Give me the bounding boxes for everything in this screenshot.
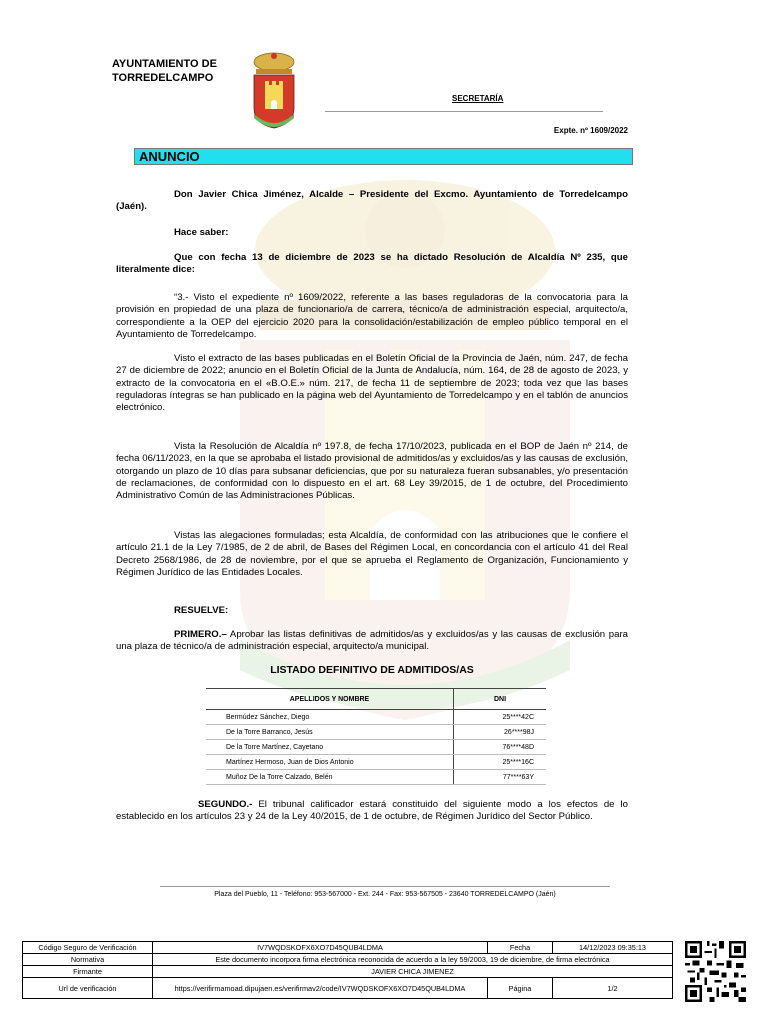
paragraph-text: Vistas las alegaciones formuladas; esta Alcaldía, de conformidad con las atribuciones que le confiere el artículo 21.1 de la Ley 7/1985, de 2 de abril, de Bases del Régimen Local, en concordancia con el artículo 41 del Real Decreto 2568/1986, de 28 de noviembre, por el que se aprueba el Reglamento de Organización, Funcionamiento y Régimen Jurídico de las Entidades Locales. xyxy=(116,530,628,578)
coat-of-arms-logo xyxy=(250,52,298,132)
paragraph-2 xyxy=(116,353,628,414)
table-row xyxy=(206,710,546,725)
normativa-label: Normativa xyxy=(23,954,153,966)
footer-address: Plaza del Pueblo, 11 - Teléfono: 953-567000 - Ext. 244 - Fax: 953-567505 - 23640 TORREDELCAMPO (Jaén) xyxy=(214,891,556,898)
org-line-2: TORREDELCAMPO xyxy=(112,72,214,84)
document-title: ANUNCIO xyxy=(134,148,633,165)
cell-name: Muñoz De la Torre Calzado, Belén xyxy=(206,770,454,785)
firmante-value: JAVIER CHICA JIMENEZ xyxy=(153,966,673,978)
fecha-label: Fecha xyxy=(488,942,553,954)
segundo-paragraph xyxy=(116,799,628,824)
org-line-1: AYUNTAMIENTO DE xyxy=(112,58,217,70)
primero-paragraph xyxy=(116,629,628,654)
listado-title: LISTADO DEFINITIVO DE ADMITIDOS/AS xyxy=(270,664,474,676)
intro-block xyxy=(116,189,628,276)
csv-value: IV7WQDSKOFX6XO7D45QUB4LDMA xyxy=(153,942,488,954)
firmante-label: Firmante xyxy=(23,966,153,978)
cell-name: De la Torre Martínez, Cayetano xyxy=(206,740,454,755)
qr-code-icon xyxy=(685,941,746,1002)
footer-rule xyxy=(160,886,610,887)
cell-dni: 26****98J xyxy=(454,725,547,740)
cell-name: Martínez Hermoso, Juan de Dios Antonio xyxy=(206,755,454,770)
hace-saber: Hace saber: xyxy=(174,226,229,238)
segundo-block xyxy=(116,799,628,824)
url-value[interactable]: https://verifirmamoad.dipujaen.es/verifirmav2/code/IV7WQDSKOFX6XO7D45QUB4LDMA xyxy=(153,978,488,999)
resuelve-label: RESUELVE: xyxy=(174,605,229,616)
csv-label: Código Seguro de Verificación xyxy=(23,942,153,954)
paragraph-4 xyxy=(116,530,628,579)
table-row xyxy=(206,755,546,770)
fecha-value: 14/12/2023 09:35:13 xyxy=(553,942,673,954)
resolution-intro: Que con fecha 13 de diciembre de 2023 se ha dictado Resolución de Alcaldía Nº 235, que literalmente dice: xyxy=(116,251,628,276)
verification-row-normativa xyxy=(23,954,673,966)
table-header-row xyxy=(206,689,546,710)
verification-row-csv xyxy=(23,942,673,954)
table-row xyxy=(206,725,546,740)
cell-name: De la Torre Barranco, Jesús xyxy=(206,725,454,740)
verification-table xyxy=(22,941,673,999)
normativa-value: Este documento incorpora firma electrónica reconocida de acuerdo a la ley 59/2003, 19 de diciembre, de firma electrónica xyxy=(153,954,673,966)
primero-text: Aprobar las listas definitivas de admitidos/as y excluidos/as y las causas de exclusión para una plaza de técnico/a de administración especial, arquitecto/a municipal. xyxy=(116,629,628,653)
paragraph-3 xyxy=(116,441,628,502)
verification-row-firmante xyxy=(23,966,673,978)
resuelve-heading xyxy=(116,605,628,617)
paragraph-1 xyxy=(116,292,628,341)
file-number: Expte. nº 1609/2022 xyxy=(553,126,628,135)
organization-name xyxy=(112,57,217,85)
table-row xyxy=(206,740,546,755)
admitidos-table xyxy=(206,688,546,785)
cell-name: Bermúdez Sánchez, Diego xyxy=(206,710,454,725)
url-label: Url de verificación xyxy=(23,978,153,999)
pagina-value: 1/2 xyxy=(553,978,673,999)
primero-block xyxy=(116,629,628,654)
primero-label: PRIMERO.– xyxy=(174,629,227,640)
cell-dni: 25****16C xyxy=(454,755,547,770)
column-header-name: APELLIDOS Y NOMBRE xyxy=(206,689,454,710)
segundo-label: SEGUNDO.- xyxy=(198,799,253,810)
column-header-dni: DNI xyxy=(454,689,547,710)
header-rule xyxy=(325,111,603,112)
pagina-label: Página xyxy=(488,978,553,999)
department-label: SECRETARÍA xyxy=(452,94,504,103)
segundo-text: El tribunal calificador estará constituido del siguiente modo a los efectos de lo establecido en los artículos 23 y 24 de la Ley 40/2015, de 1 de octubre, de Régimen Jurídico del Sector Público. xyxy=(116,799,628,823)
cell-dni: 77****63Y xyxy=(454,770,547,785)
paragraph-text: “3.- Visto el expediente nº 1609/2022, referente a las bases reguladoras de la convocatoria para la provisión en propiedad de una plaza de funcionario/a de carrera, técnico/a de administración especial, arquitecto/a, correspondiente a la OEP del ejercicio 2020 para la consolidación/estabilización de empleo público temporal en el Ayuntamiento de Torredelcampo. xyxy=(116,292,628,340)
intro-paragraph: Don Javier Chica Jiménez, Alcalde – Presidente del Excmo. Ayuntamiento de Torredelcampo (Jaén). xyxy=(116,189,628,213)
cell-dni: 25****42C xyxy=(454,710,547,725)
paragraph-text: Vista la Resolución de Alcaldía nº 197.8, de fecha 17/10/2023, publicada en el BOP de Jaén nº 214, de fecha 06/11/2023, en la que se aprobaba el listado provisional de admitidos/as y excluidos/as y las causas de exclusión, otorgando un plazo de 10 días para subsanar deficiencias, que por su naturaleza fueran subsanables, y/o presentación de reclamaciones, de conformidad con lo dispuesto en el art. 68 Ley 39/2015, de 1 de octubre, del Procedimiento Administrativo Común de las Administraciones Públicas. xyxy=(116,441,628,502)
table-row xyxy=(206,770,546,785)
verification-row-url xyxy=(23,978,673,999)
paragraph-text: Visto el extracto de las bases publicadas en el Boletín Oficial de la Provincia de Jaén, núm. 247, de fecha 27 de diciembre de 2022; anuncio en el Boletín Oficial de la Junta de Andalucía, núm. 164, de 28 de agosto de 2023, y extracto de la convocatoria en el «B.O.E.» núm. 217, de fecha 11 de septiembre de 2023; toda vez que las bases reguladoras íntegras se han publicado en la página web del Ayuntamiento de Torredelcampo y en el tablón de anuncios electrónico. xyxy=(116,353,628,414)
cell-dni: 76****48D xyxy=(454,740,547,755)
